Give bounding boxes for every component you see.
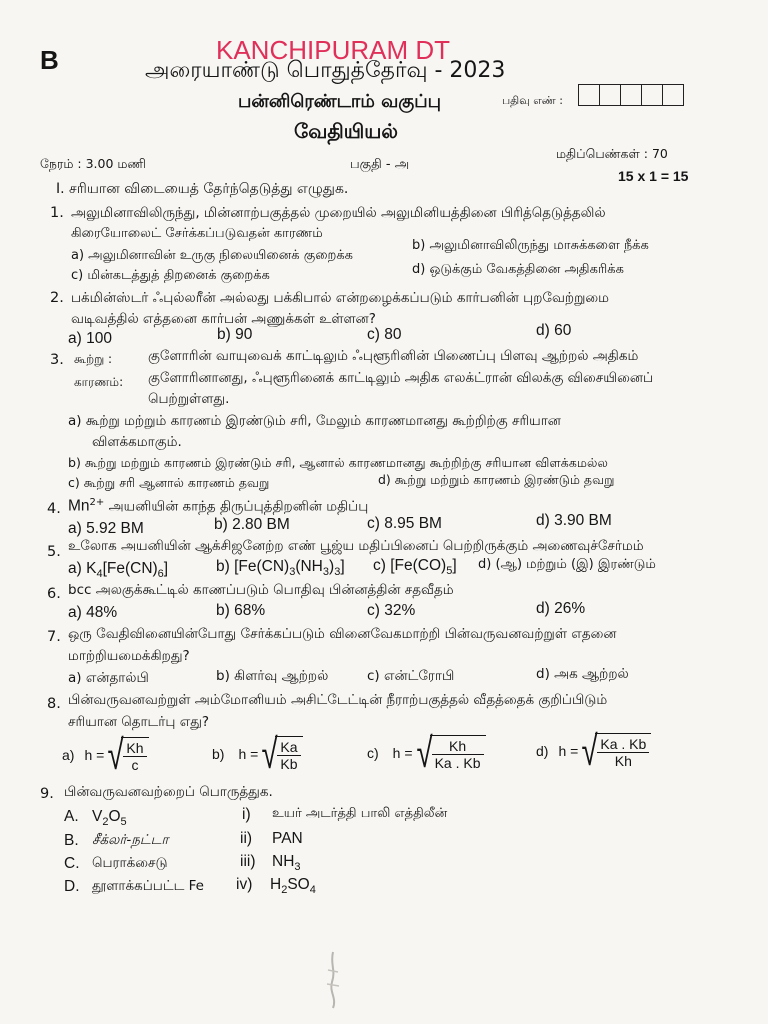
q4-option-d[interactable]: d) 3.90 BM — [536, 512, 612, 529]
q9-row-a-letter: A. — [64, 808, 79, 825]
class-label: பன்னிரெண்டாம் வகுப்பு — [238, 91, 441, 112]
q4-number: 4. — [47, 501, 61, 517]
q9-row-d-roman: iv) — [236, 876, 253, 893]
q3-option-b[interactable]: b) கூற்று மற்றும் காரணம் இரண்டும் சரி, ஆனால் காரணமானது கூற்றிற்கு சரியான விளக்கமல்ல — [68, 455, 608, 470]
q5-option-a[interactable] — [68, 560, 168, 580]
q5-a-prefix: a) K — [68, 560, 97, 577]
q9-row-d-match — [270, 876, 316, 896]
q7-option-c[interactable]: c) என்ட்ரோபி — [367, 668, 455, 684]
q5-b-prefix: b) [Fe(CN) — [216, 558, 290, 575]
exam-title: அரையாண்டு பொதுத்தேர்வு - 2023 — [145, 58, 506, 83]
q1-option-a[interactable]: a) அலுமினாவின் உருகு நிலையினைக் குறைக்க — [71, 248, 354, 263]
q9-a-o: O — [108, 808, 121, 825]
q2-number: 2. — [50, 290, 64, 306]
registration-boxes[interactable] — [578, 84, 684, 106]
set-letter: B — [40, 45, 59, 75]
q9-row-d-item — [92, 878, 204, 896]
q4-option-a[interactable]: a) 5.92 BM — [68, 520, 144, 537]
q4-text-rest: அயனியின் காந்த திருப்புத்திறனின் மதிப்பு — [104, 498, 369, 515]
q8-b-lhs: h = — [238, 746, 259, 762]
q4-ion: Mn — [68, 497, 90, 515]
q8-d-den: Kh — [614, 753, 632, 769]
q8-c-den: Ka . Kb — [434, 755, 481, 771]
q7-option-d[interactable]: d) அக ஆற்றல் — [536, 666, 629, 682]
q6-option-c[interactable]: c) 32% — [367, 602, 416, 619]
q9-row-a-item — [92, 808, 127, 828]
q9-row-d-letter: D. — [64, 878, 80, 895]
q8-text-2: சரியான தொடர்பு எது? — [68, 714, 210, 730]
q9-d-so: SO — [287, 876, 310, 893]
q7-number: 7. — [47, 629, 61, 645]
q9-d-sub: 2 — [281, 884, 288, 897]
q6-text: bcc அலகுக்கூட்டில் காணப்படும் பொதிவு பின்னத்தின் சதவீதம் — [68, 582, 454, 598]
q9-d-sub2: 4 — [309, 884, 316, 897]
part-label: பகுதி - அ — [350, 157, 410, 172]
q3-option-a-2: விளக்கமாகும். — [92, 434, 182, 450]
q8-b-label: b) — [212, 746, 225, 762]
q9-text: பின்வருவனவற்றைப் பொருத்துக. — [64, 784, 273, 800]
q8-b-num: Ka — [277, 739, 300, 756]
q6-number: 6. — [47, 586, 61, 602]
q5-option-b[interactable] — [216, 558, 345, 578]
q5-a-rest: [Fe(CN) — [102, 560, 158, 577]
q9-row-b-roman: ii) — [240, 830, 253, 847]
time-label: நேரம் : 3.00 மணி — [40, 156, 147, 171]
q3-number: 3. — [50, 352, 64, 368]
q9-row-c-match — [272, 853, 301, 873]
q8-a-lhs: h = — [84, 747, 105, 763]
q1-option-c[interactable]: c) மின்கடத்துத் திறனைக் குறைக்க — [71, 268, 270, 283]
q9-row-c-roman: iii) — [240, 853, 256, 870]
subject-title: வேதியியல் — [294, 119, 399, 143]
q4-text — [68, 497, 368, 517]
q2-text-2: வடிவத்தில் எத்தனை கார்பன் அணுக்கள் உள்ளன? — [71, 311, 376, 327]
q8-c-lhs: h = — [392, 745, 413, 761]
q5-c-end: ] — [452, 557, 457, 574]
q7-text-2: மாற்றியமைக்கிறது? — [68, 648, 190, 664]
q5-b-mid: (NH — [295, 558, 323, 575]
instruction: I. சரியான விடையைத் தேர்ந்தெடுத்து எழுதுக. — [56, 181, 349, 197]
q5-b-end: ) — [329, 558, 335, 575]
q9-row-b-item: சீக்லர்-நட்டா — [92, 832, 169, 848]
q2-option-a[interactable]: a) 100 — [68, 330, 112, 347]
q5-c-prefix: c) [Fe(CO) — [373, 557, 447, 574]
q5-b-close: ] — [340, 558, 345, 575]
q2-text: பக்மின்ஸ்டர் ஃபுல்லரீன் அல்லது பக்கிபால் என்றழைக்கப்படும் கார்பனின் புறவேற்றுமை — [71, 290, 609, 306]
q8-a-den: c — [131, 757, 139, 773]
q8-option-b[interactable]: b) h = √ $\frac{Ka}{Kb}$ — [212, 733, 303, 775]
q7-text: ஒரு வேதிவினையின்போது சேர்க்கப்படும் வினைவேகமாற்றி பின்வருவனவற்றுள் எதனை — [68, 626, 617, 642]
marks-label: மதிப்பெண்கள் : 70 — [556, 146, 668, 161]
q5-a-sub2: 6 — [157, 568, 164, 581]
registration-label: பதிவு எண் : — [502, 94, 564, 107]
q1-text: அலுமினாவிலிருந்து, மின்னாற்பகுத்தல் முறையில் அலுமினியத்தினை பிரித்தெடுத்தலில் — [71, 205, 606, 221]
district-title: KANCHIPURAM DT — [216, 35, 451, 65]
q4-option-b[interactable]: b) 2.80 BM — [214, 516, 290, 533]
q8-d-label: d) — [536, 743, 549, 759]
q8-b-den: Kb — [280, 756, 298, 772]
q8-number: 8. — [47, 696, 61, 712]
q9-row-c-letter: C. — [64, 855, 80, 872]
q9-c-nh: NH — [272, 853, 295, 870]
q8-option-a[interactable]: a) h = √ $\frac{Kh}{c}$ — [62, 734, 149, 776]
q9-a-sub2: 5 — [120, 816, 127, 829]
q7-option-b[interactable]: b) கிளர்வு ஆற்றல் — [216, 668, 329, 684]
q7-option-a[interactable]: a) என்தால்பி — [68, 670, 149, 686]
q5-a-sub: 4 — [96, 568, 103, 581]
q5-text: உலோக அயனியின் ஆக்சிஜனேற்ற எண் பூஜ்ய மதிப்பினைப் பெற்றிருக்கும் அணைவுச்சேர்மம் — [68, 538, 644, 554]
q8-text: பின்வருவனவற்றுள் அம்மோனியம் அசிட்டேட்டின் நீராற்பகுத்தல் வீதத்தைக் குறிப்பிடும் — [68, 692, 608, 708]
q1-text-2: கிரையோலைட் சேர்க்கப்படுவதன் காரணம் — [71, 226, 323, 241]
q8-c-label: c) — [367, 745, 379, 761]
q5-b-sub3: 3 — [334, 566, 341, 579]
q9-row-b-match: PAN — [272, 830, 303, 847]
q8-a-num: Kh — [123, 740, 146, 757]
q3-reason-2: பெற்றுள்ளது. — [148, 391, 230, 407]
q9-a-v: V — [92, 808, 103, 825]
q9-row-b-letter: B. — [64, 832, 79, 849]
q9-number: 9. — [40, 786, 54, 802]
q8-option-d[interactable]: d) h = √ $\frac{Ka . Kb}{Kh}$ — [536, 730, 651, 772]
q9-row-a-match: உயர் அடர்த்தி பாலி எத்திலீன் — [272, 806, 448, 821]
q6-option-d[interactable]: d) 26% — [536, 600, 586, 617]
q5-option-d[interactable]: d) (ஆ) மற்றும் (இ) இரண்டும் — [478, 557, 656, 572]
q6-option-b[interactable]: b) 68% — [216, 602, 266, 619]
q9-row-a-roman: i) — [242, 806, 251, 823]
q5-b-sub2: 3 — [322, 566, 330, 579]
q3-reason-label: காரணம்: — [74, 375, 124, 389]
q6-option-a[interactable]: a) 48% — [68, 604, 118, 621]
q9-row-c-item: பெராக்சைடு — [92, 855, 168, 871]
q5-c-sub: 5 — [446, 565, 453, 578]
q8-option-c[interactable]: c) h = √ $\frac{Kh}{Ka . Kb}$ — [367, 732, 486, 774]
q9-c-sub: 3 — [294, 861, 301, 874]
q1-option-b[interactable]: b) அலுமினாவிலிருந்து மாசுக்களை நீக்க — [412, 238, 649, 253]
q5-option-c[interactable] — [373, 557, 457, 577]
q5-b-sub: 3 — [289, 566, 296, 579]
q3-option-c[interactable]: c) கூற்று சரி ஆனால் காரணம் தவறு — [68, 475, 270, 490]
q4-charge: 2+ — [89, 497, 105, 508]
part-marks: 15 x 1 = 15 — [618, 168, 689, 184]
q1-option-d[interactable]: d) ஒடுக்கும் வேகத்தினை அதிகரிக்க — [412, 262, 624, 277]
q4-option-c[interactable]: c) 8.95 BM — [367, 515, 442, 532]
q3-assertion-label: கூற்று : — [74, 352, 113, 366]
q1-number: 1. — [50, 205, 64, 221]
q9-a-sub1: 2 — [102, 816, 109, 829]
q3-reason: குளோரினானது, ஃபுளூரினைக் காட்டிலும் அதிக எலக்ட்ரான் விலக்கு விசையினைப் — [148, 370, 654, 386]
q8-a-label: a) — [62, 747, 75, 763]
q2-option-d[interactable]: d) 60 — [536, 322, 572, 339]
q2-option-b[interactable]: b) 90 — [217, 326, 253, 343]
q3-option-d[interactable]: d) கூற்று மற்றும் காரணம் இரண்டும் தவறு — [378, 472, 615, 487]
q8-d-num: Ka . Kb — [597, 736, 649, 753]
q9-d-h: H — [270, 876, 282, 893]
q5-number: 5. — [47, 544, 61, 560]
q5-a-end: ] — [163, 560, 169, 577]
q9-d-item-text: தூளாக்கப்பட்ட Fe — [92, 878, 204, 894]
q2-option-c[interactable]: c) 80 — [367, 326, 402, 343]
q3-option-a[interactable]: a) கூற்று மற்றும் காரணம் இரண்டும் சரி, மேலும் காரணமானது கூற்றிற்கு சரியான — [68, 413, 561, 429]
q3-assertion: குளோரின் வாயுவைக் காட்டிலும் ஃபுளூரினின் பிணைப்பு பிளவு ஆற்றல் அதிகம் — [148, 348, 639, 364]
scribble-mark — [318, 950, 348, 1010]
q8-c-num: Kh — [432, 738, 484, 755]
q8-d-lhs: h = — [558, 743, 579, 759]
